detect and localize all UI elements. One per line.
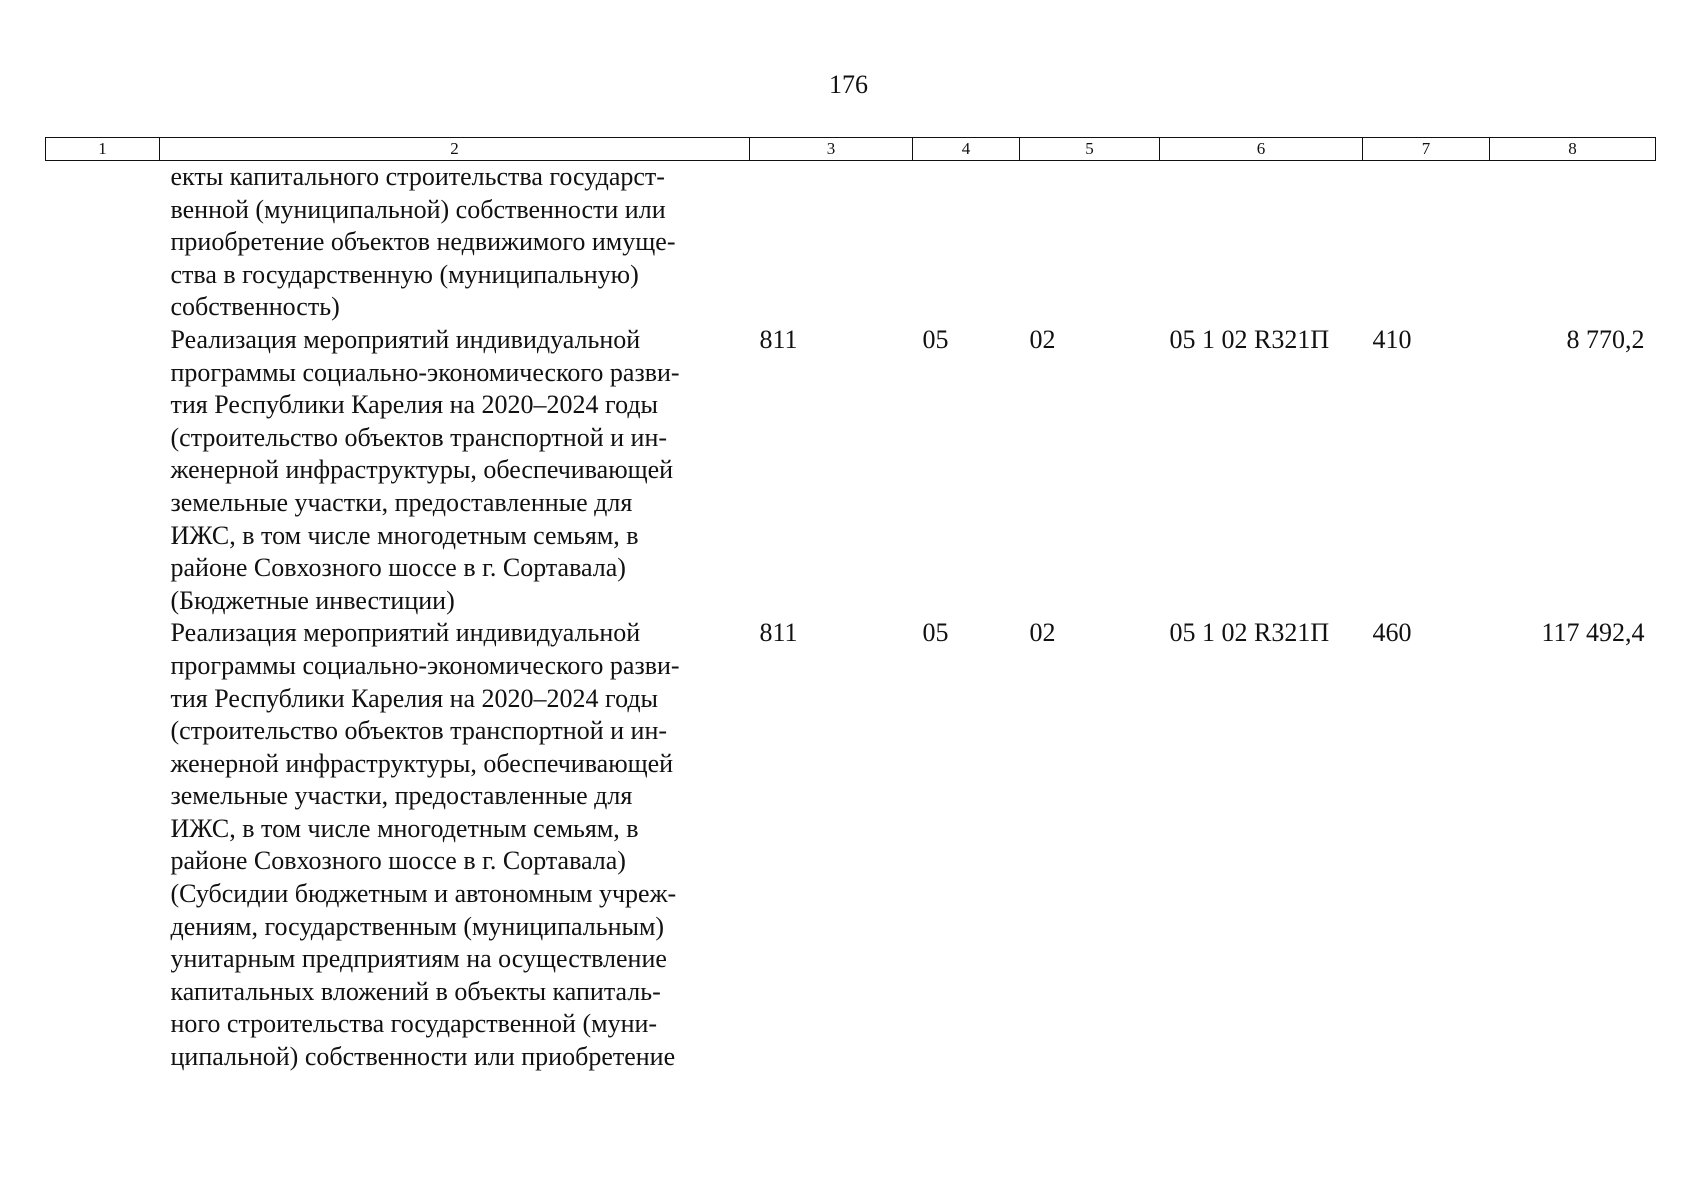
description-line: женерной инфраструктуры, обеспечивающей bbox=[170, 455, 674, 485]
description-line: Реализация мероприятий индивидуальной bbox=[170, 324, 641, 354]
description-line: унитарным предприятиям на осуществление bbox=[170, 944, 667, 974]
column-number-1: 1 bbox=[46, 138, 160, 161]
column-number-6: 6 bbox=[1160, 138, 1363, 161]
section-code-cell: 05 bbox=[922, 324, 949, 354]
description-line: ства в государственную (муниципальную) bbox=[170, 259, 639, 289]
column-number-header-row bbox=[46, 138, 1656, 161]
description-cell bbox=[160, 324, 750, 617]
description-line: (строительство объектов транспортной и ин- bbox=[170, 716, 668, 746]
description-line: земельные участки, предоставленные для bbox=[170, 781, 633, 811]
description-line: екты капитального строительства государст- bbox=[170, 162, 665, 191]
description-line: собственность) bbox=[170, 292, 340, 322]
cell-col1 bbox=[46, 161, 160, 324]
description-line: Реализация мероприятий индивидуальной bbox=[170, 618, 641, 648]
description-line: ИЖС, в том числе многодетным семьям, в bbox=[170, 520, 639, 550]
amount-cell: 8 770,2 bbox=[1566, 324, 1645, 354]
cell-col1 bbox=[46, 617, 160, 1073]
target-article-cell bbox=[1160, 161, 1363, 324]
description-line: программы социально-экономического разви- bbox=[170, 650, 680, 680]
description-line: земельные участки, предоставленные для bbox=[170, 487, 633, 517]
column-number-7: 7 bbox=[1363, 138, 1490, 161]
description-line: районе Совхозного шоссе в г. Сортавала) bbox=[170, 553, 626, 583]
description-line: женерной инфраструктуры, обеспечивающей bbox=[170, 748, 674, 778]
description-cell bbox=[160, 617, 750, 1073]
column-number-3: 3 bbox=[750, 138, 913, 161]
description-line: дениям, государственным (муниципальным) bbox=[170, 911, 665, 941]
budget-table bbox=[45, 137, 1656, 1074]
table-row bbox=[46, 617, 1656, 1073]
description-line: ного строительства государственной (муни- bbox=[170, 1009, 658, 1039]
amount-cell: 117 492,4 bbox=[1541, 618, 1645, 648]
description-line: ципальной) собственности или приобретение bbox=[170, 1042, 676, 1072]
subsection-code-cell bbox=[1020, 161, 1160, 324]
section-code-cell bbox=[913, 161, 1020, 324]
description-line: ИЖС, в том числе многодетным семьям, в bbox=[170, 813, 639, 843]
expense-type-cell bbox=[1363, 161, 1490, 324]
description-cell bbox=[160, 161, 750, 324]
subsection-code-cell: 02 bbox=[1029, 618, 1056, 648]
expense-type-cell: 460 bbox=[1372, 618, 1412, 648]
target-article-cell: 05 1 02 R321П bbox=[1169, 618, 1330, 648]
table-row bbox=[46, 161, 1656, 324]
cell-col1 bbox=[46, 324, 160, 617]
table-row bbox=[46, 324, 1656, 617]
description-line: тия Республики Карелия на 2020–2024 годы bbox=[170, 390, 659, 420]
column-number-5: 5 bbox=[1020, 138, 1160, 161]
description-line: программы социально-экономического разви- bbox=[170, 357, 680, 387]
section-code-cell: 05 bbox=[922, 618, 949, 648]
column-number-4: 4 bbox=[913, 138, 1020, 161]
description-line: районе Совхозного шоссе в г. Сортавала) bbox=[170, 846, 626, 876]
column-number-2: 2 bbox=[160, 138, 750, 161]
description-line: (Субсидии бюджетным и автономным учреж- bbox=[170, 879, 677, 909]
ministry-code-cell bbox=[750, 161, 913, 324]
page-number: 176 bbox=[829, 70, 868, 99]
description-line: (Бюджетные инвестиции) bbox=[170, 585, 455, 615]
description-line: венной (муниципальной) собственности или bbox=[170, 194, 666, 224]
ministry-code-cell: 811 bbox=[759, 324, 798, 354]
description-line: приобретение объектов недвижимого имуще- bbox=[170, 227, 676, 257]
target-article-cell: 05 1 02 R321П bbox=[1169, 324, 1330, 354]
description-line: (строительство объектов транспортной и ин- bbox=[170, 422, 668, 452]
column-number-8: 8 bbox=[1490, 138, 1656, 161]
expense-type-cell: 410 bbox=[1372, 324, 1412, 354]
description-line: капитальных вложений в объекты капиталь- bbox=[170, 976, 661, 1006]
description-line: тия Республики Карелия на 2020–2024 годы bbox=[170, 683, 659, 713]
ministry-code-cell: 811 bbox=[759, 618, 798, 648]
subsection-code-cell: 02 bbox=[1029, 324, 1056, 354]
amount-cell bbox=[1490, 161, 1656, 324]
